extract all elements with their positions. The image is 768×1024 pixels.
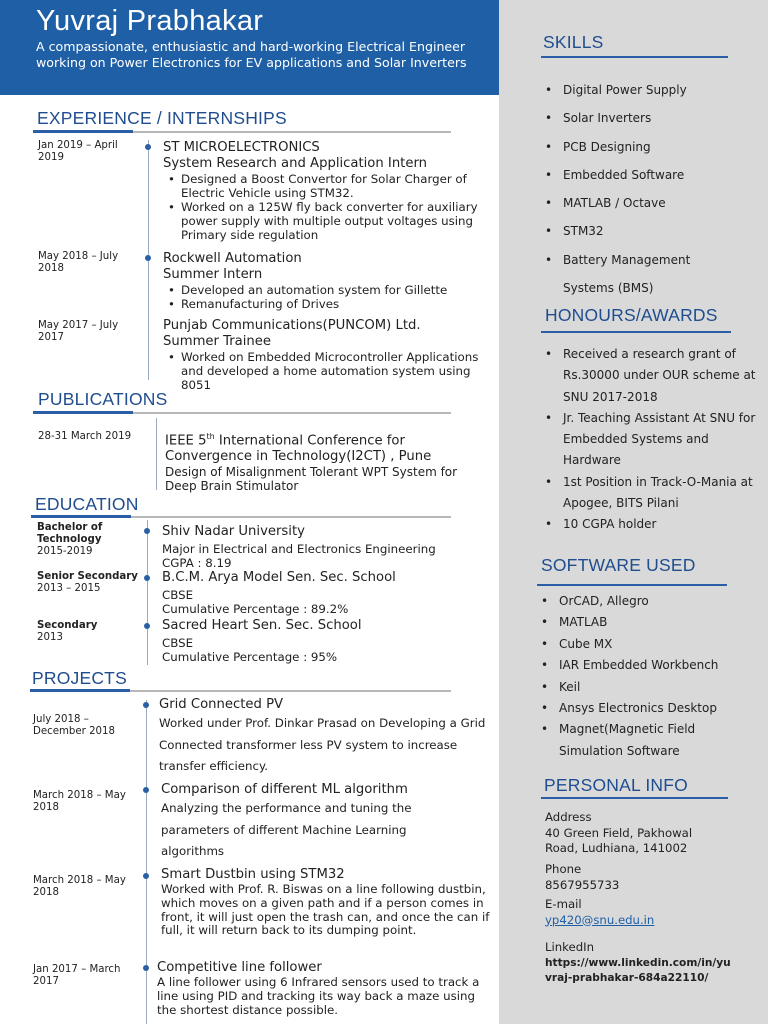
education-school: B.C.M. Arya Model Sen. Sec. School <box>162 570 396 585</box>
project-date: March 2018 – May 2018 <box>33 875 126 898</box>
project-description: Worked with Prof. R. Biswas on a line following dustbin, which moves on a given path and if a person comes in front, it will just open the trash can, and once the can if full, it will return back to its dumping point. <box>161 882 490 938</box>
project-title: Comparison of different ML algorithm <box>161 782 408 797</box>
email-label: E-mail <box>545 897 582 911</box>
publication-title: Design of Misalignment Tolerant WPT System for Deep Brain Stimulator <box>165 465 458 494</box>
section-title-publications: PUBLICATIONS <box>38 389 168 409</box>
email-link[interactable]: yp420@snu.edu.in <box>545 912 655 927</box>
experience-role: System Research and Application Intern <box>163 156 428 171</box>
education-entry <box>162 524 492 570</box>
timeline-dot <box>145 255 151 261</box>
education-detail: Cumulative Percentage : 89.2% <box>162 601 349 616</box>
experience-date: Jan 2019 – April 2019 <box>38 140 118 163</box>
experience-bullets <box>163 283 493 311</box>
project-entry <box>159 697 489 778</box>
address-block <box>545 810 692 857</box>
project-description: A line follower using 6 Infrared sensors used to track a line using PID and tracking its way back a maze using the shortest distance possible. <box>157 975 480 1017</box>
education-detail: Cumulative Percentage : 95% <box>162 649 338 664</box>
email-block <box>545 897 654 928</box>
linkedin-label: LinkedIn <box>545 940 594 954</box>
list-item: • 1st Position in Track-O-Mania at Apogee, BITS Pilani <box>545 472 763 515</box>
section-title-projects: PROJECTS <box>32 668 127 688</box>
experience-role: Summer Trainee <box>163 334 272 349</box>
education-entry <box>162 570 492 616</box>
timeline-dot <box>143 702 149 708</box>
list-item: • Cube MX <box>541 634 761 655</box>
publication-entry <box>165 429 485 493</box>
experience-entry <box>163 140 493 242</box>
list-item: • 10 CGPA holder <box>545 514 763 535</box>
experience-entry <box>163 318 493 392</box>
section-accent <box>33 130 133 133</box>
section-title-experience: EXPERIENCE / INTERNSHIPS <box>37 108 287 128</box>
section-divider <box>537 584 727 586</box>
timeline-line <box>146 700 147 1024</box>
project-entry <box>157 960 489 1017</box>
experience-date: May 2017 – July 2017 <box>38 320 119 343</box>
linkedin-url[interactable]: https://www.linkedin.com/in/yu vraj-prabhakar-684a22110/ <box>545 956 731 984</box>
education-date <box>37 522 142 558</box>
honours-list <box>545 344 763 536</box>
section-title-software: SOFTWARE USED <box>541 555 696 575</box>
list-item: • Solar Inverters <box>545 104 745 132</box>
address-line: 40 Green Field, Pakhowal <box>545 825 693 840</box>
experience-role: Summer Intern <box>163 267 263 282</box>
timeline-dot <box>143 873 149 879</box>
list-item: • Developed an automation system for Gillette <box>181 283 493 297</box>
education-years: 2013 <box>37 632 63 643</box>
education-school: Shiv Nadar University <box>162 524 305 539</box>
timeline-dot <box>144 623 150 629</box>
timeline-dot <box>144 528 150 534</box>
list-item: • MATLAB / Octave <box>545 189 745 217</box>
skills-list <box>545 76 745 302</box>
education-degree: Secondary <box>37 620 98 631</box>
experience-entry <box>163 251 493 311</box>
project-date: March 2018 – May 2018 <box>33 790 126 813</box>
timeline-dot <box>143 965 149 971</box>
list-item: • Magnet(Magnetic Field Simulation Software <box>541 719 761 762</box>
list-item: • STM32 <box>545 217 745 245</box>
linkedin-block <box>545 940 731 986</box>
list-item: • PCB Designing <box>545 133 745 161</box>
list-item: • Remanufacturing of Drives <box>181 297 493 311</box>
experience-bullets <box>163 350 493 392</box>
education-degree: Bachelor of Technology <box>37 522 103 545</box>
list-item: • Designed a Boost Convertor for Solar Charger of Electric Vehicle using STM32. <box>181 172 493 200</box>
education-entry <box>162 618 492 664</box>
education-years: 2015-2019 <box>37 546 93 557</box>
project-date: July 2018 – December 2018 <box>33 714 115 737</box>
list-item: • Battery Management Systems (BMS) <box>545 246 745 303</box>
resume-header <box>0 0 499 95</box>
experience-date: May 2018 – July 2018 <box>38 251 119 274</box>
timeline-dot <box>145 144 151 150</box>
list-item: • Worked on a 125W fly back converter for auxiliary power supply with multiple output voltages using Primary side regulation <box>181 200 493 242</box>
experience-org: Rockwell Automation <box>163 251 302 266</box>
education-school: Sacred Heart Sen. Sec. School <box>162 618 362 633</box>
list-item: • Jr. Teaching Assistant At SNU for Embedded Systems and Hardware <box>545 408 763 472</box>
project-description: Analyzing the performance and tuning the parameters of different Machine Learning algorithms <box>161 801 412 859</box>
address-label: Address <box>545 810 592 824</box>
phone-label: Phone <box>545 862 582 876</box>
project-entry <box>161 867 491 938</box>
project-entry <box>161 782 441 863</box>
education-detail: Major in Electrical and Electronics Engineering <box>162 542 436 556</box>
timeline-line <box>147 520 148 665</box>
timeline-line <box>156 418 157 490</box>
address-line: Road, Ludhiana, 141002 <box>545 841 688 855</box>
section-title-skills: SKILLS <box>543 32 604 52</box>
section-accent <box>30 689 130 692</box>
publication-line: Convergence in Technology(I2CT) , Pune <box>165 449 432 465</box>
list-item: • Received a research grant of Rs.30000 under OUR scheme at SNU 2017-2018 <box>545 344 763 408</box>
timeline-dot <box>144 575 150 581</box>
section-title-honours: HONOURS/AWARDS <box>545 305 718 325</box>
experience-bullets <box>163 172 493 242</box>
education-detail: CBSE <box>162 636 194 650</box>
section-divider <box>541 797 728 799</box>
education-degree: Senior Secondary <box>37 571 138 582</box>
section-divider <box>541 56 728 58</box>
section-divider <box>541 331 731 333</box>
list-item: • Worked on Embedded Microcontroller Applications and developed a home automation system using 8051 <box>181 350 493 392</box>
list-item: • Embedded Software <box>545 161 745 189</box>
experience-org: ST MICROELECTRONICS <box>163 140 320 155</box>
section-accent <box>31 515 131 518</box>
project-description: Worked under Prof. Dinkar Prasad on Developing a Grid Connected transformer less PV system to increase transfer efficiency. <box>159 716 486 774</box>
section-title-education: EDUCATION <box>35 494 139 514</box>
phone-number: 8567955733 <box>545 877 620 892</box>
section-title-personal: PERSONAL INFO <box>544 775 688 795</box>
list-item: • OrCAD, Allegro <box>541 591 761 612</box>
project-title: Competitive line follower <box>157 960 322 975</box>
candidate-tagline: A compassionate, enthusiastic and hard-working Electrical Engineer working on Power Electronics for EV applications and Solar Inverters <box>36 39 467 70</box>
list-item: • IAR Embedded Workbench <box>541 655 761 676</box>
project-title: Grid Connected PV <box>159 697 284 712</box>
project-title: Smart Dustbin using STM32 <box>161 867 345 882</box>
education-detail: CGPA : 8.19 <box>162 555 232 570</box>
publication-line: IEEE 5th International Conference for <box>165 432 405 449</box>
education-detail: CBSE <box>162 588 194 602</box>
education-date <box>37 620 142 644</box>
candidate-name: Yuvraj Prabhakar <box>36 5 264 37</box>
project-date: Jan 2017 – March 2017 <box>33 964 121 987</box>
section-accent <box>33 411 133 414</box>
education-date <box>37 571 142 595</box>
software-list <box>541 591 761 762</box>
publication-date: 28-31 March 2019 <box>38 431 132 442</box>
list-item: • Digital Power Supply <box>545 76 745 104</box>
timeline-dot <box>143 787 149 793</box>
list-item: • Ansys Electronics Desktop <box>541 698 761 719</box>
education-years: 2013 – 2015 <box>37 583 101 594</box>
phone-block <box>545 862 619 893</box>
experience-org: Punjab Communications(PUNCOM) Ltd. <box>163 318 421 333</box>
list-item: • Keil <box>541 677 761 698</box>
list-item: • MATLAB <box>541 612 761 633</box>
